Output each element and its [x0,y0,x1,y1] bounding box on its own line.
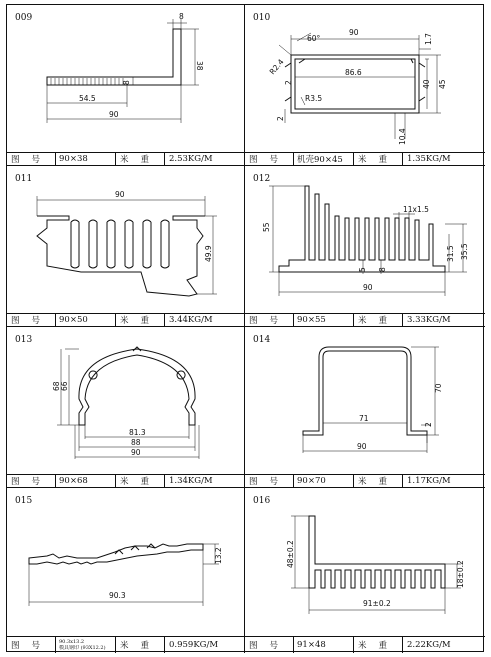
dim-label: 2 [284,80,293,85]
profile-drawing-009 [7,5,245,153]
weight-value: 1.35KG/M [407,154,451,164]
dim-label: 8 [179,12,184,21]
size-line-1: 90.3x13.2 [59,639,85,645]
dim-label: 11x1.5 [403,205,429,214]
dim-label: 90 [363,283,373,292]
profile-card-014 [245,327,485,488]
dim-label: 70 [434,383,443,393]
size-value: 90×55 [294,314,354,326]
weight-label: 米重 [354,153,403,165]
dim-label: 66 [60,381,69,391]
spec-row [245,313,485,326]
dim-label: 8 [378,267,387,272]
weight-label: 米重 [354,475,403,487]
spec-row [7,474,244,487]
size-value: 机壳90×45 [294,153,354,165]
profile-drawing-011 [7,166,245,314]
dim-label: 90.3 [109,591,126,600]
spec-row [7,152,244,165]
dim-label: 18±0.2 [456,560,465,588]
weight-value: 1.34KG/M [169,476,213,486]
dim-label: R3.5 [305,94,323,103]
dim-label: 71 [359,414,369,423]
dim-label: 31.5 [446,245,455,262]
dim-label: 45 [438,79,447,89]
size-value: 90×68 [56,475,116,487]
size-value: 90×50 [56,314,116,326]
dim-label: 91±0.2 [363,599,391,608]
profile-card-013 [7,327,245,488]
dim-label: 90 [131,448,141,457]
profile-drawing-012 [245,166,483,314]
profile-code: 011 [15,174,33,184]
profile-card-015 [7,488,245,653]
dim-label: 81.3 [129,428,146,437]
dim-label: 2 [424,422,433,427]
model-no-label: 图号 [7,314,56,326]
weight-value: 2.22KG/M [407,640,451,650]
profile-card-012 [245,166,485,327]
profile-code: 013 [15,335,33,345]
weight-label: 米重 [116,475,165,487]
size-value: 91×48 [294,637,354,653]
weight-label: 米重 [116,153,165,165]
spec-row [7,636,244,653]
size-value: 90×70 [294,475,354,487]
profile-code: 012 [253,174,271,184]
model-no-label: 图号 [7,637,56,653]
spec-row [245,636,485,653]
model-no-label: 图号 [245,475,294,487]
size-value: 90×38 [56,153,116,165]
dim-label: 48±0.2 [286,540,295,568]
profile-drawing-010 [245,5,483,153]
dim-label: 90 [349,28,359,37]
profile-code: 016 [253,496,271,506]
dim-label: 13.2 [214,547,223,564]
dim-label: 1.7 [424,33,433,45]
size-line-2: 模具钢印 (93X12.2) [59,645,106,651]
dim-label: 38 [195,61,204,71]
profile-card-016 [245,488,485,653]
dim-label: 8 [122,80,131,85]
spec-row [245,152,485,165]
model-no-label: 图号 [245,314,294,326]
dim-label: 10.4 [398,128,407,145]
dim-label: 60° [307,34,321,43]
dim-label: 49.9 [204,245,213,262]
weight-value: 2.53KG/M [169,154,213,164]
model-no-label: 图号 [245,153,294,165]
model-no-label: 图号 [7,475,56,487]
weight-value: 1.17KG/M [407,476,451,486]
dim-label: 90 [109,110,119,119]
profile-card-009 [7,5,245,166]
dim-label: 68 [52,381,61,391]
profile-drawing-015 [7,488,245,640]
spec-row [7,313,244,326]
model-no-label: 图号 [245,637,294,653]
size-value [56,637,116,653]
dim-label: 86.6 [345,68,362,77]
profile-card-010 [245,5,485,166]
weight-value: 0.959KG/M [169,640,219,650]
weight-label: 米重 [116,637,165,653]
profile-drawing-014 [245,327,483,475]
weight-label: 米重 [354,637,403,653]
profile-code: 015 [15,496,33,506]
weight-label: 米重 [354,314,403,326]
dim-label: 35.5 [460,243,469,260]
weight-value: 3.33KG/M [407,315,451,325]
dim-label: 90 [357,442,367,451]
model-no-label: 图号 [7,153,56,165]
profile-code: 010 [253,13,271,23]
dim-label: 40 [422,79,431,89]
dim-label: 55 [262,222,271,232]
dim-label: 2 [276,116,285,121]
dim-label: 90 [115,190,125,199]
spec-row [245,474,485,487]
dim-label: 54.5 [79,94,96,103]
weight-label: 米重 [116,314,165,326]
profile-drawing-016 [245,488,483,640]
dim-label: 5 [358,267,367,272]
profile-card-011 [7,166,245,327]
catalog-sheet [6,4,484,652]
dim-label: 88 [131,438,141,447]
profile-drawing-013 [7,327,245,475]
profile-code: 009 [15,13,33,23]
weight-value: 3.44KG/M [169,315,213,325]
profile-code: 014 [253,335,271,345]
dim-label: R2.4 [267,57,286,77]
